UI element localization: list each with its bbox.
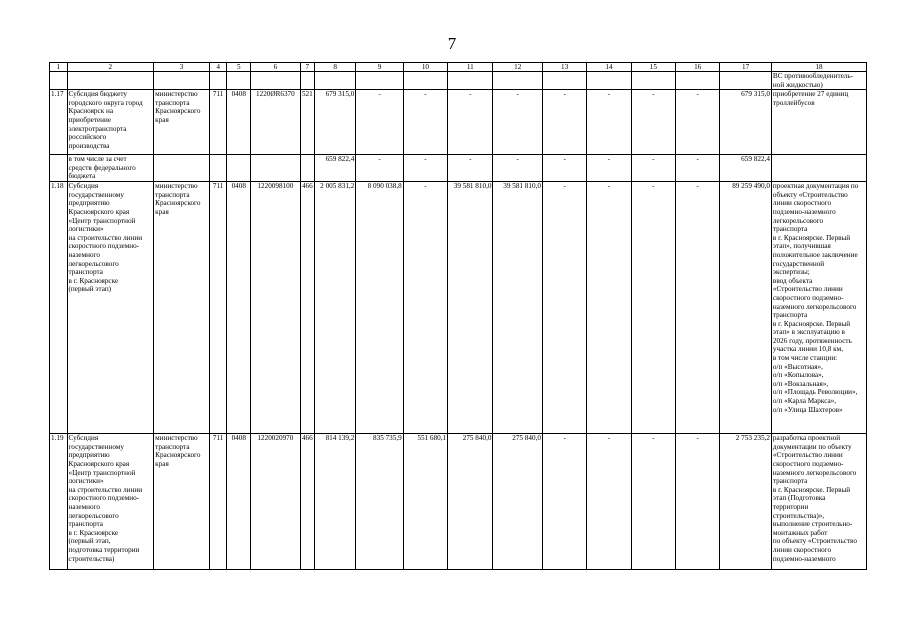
page-number: 7: [447, 34, 457, 53]
amount-cell: -: [587, 155, 631, 182]
amount-cell: -: [631, 182, 675, 434]
amount-cell: -: [356, 90, 403, 155]
amount-cell: -: [631, 434, 675, 570]
grbs-code: 711: [209, 90, 227, 155]
section-code: 0408: [227, 434, 251, 570]
amount-cell: 835 735,9: [356, 434, 403, 570]
result-cell: проектная документация по объекту «Строительство линии скоростного подземно-наземного легкорельсового транспорта в г. Красноярске. Первый этап», получившая положительное заключение государственной экспертизы; ввод объекта «Строительство линии скоростного подземно- наземного легкорельсового транспорта в г. Красноярске. Первый этап» в эксплуатацию в 2026 году, протяженность участка линии 10,8 км, в том числе станции: о/п «Высотная», о/п «Копылова», о/п «Вокзальная», о/п «Площадь Революции», о/п «Карла Маркса», о/п «Улица Шахтеров»: [771, 182, 866, 434]
amount-cell: -: [403, 155, 447, 182]
measure-name: в том числе за счет средств федерального бюджета: [67, 155, 154, 182]
col-header: 14: [587, 63, 631, 72]
col-header: 16: [676, 63, 720, 72]
col-header: 17: [720, 63, 772, 72]
amount-cell: -: [542, 155, 586, 182]
measure-name: Субсидия бюджету городского округа город Красноярск на приобретение электротранспорта российского производства: [67, 90, 154, 155]
amount-cell: 814 139,2: [315, 434, 356, 570]
col-header: 8: [315, 63, 356, 72]
target-code: 1220020970: [251, 434, 301, 570]
col-header: 5: [227, 63, 251, 72]
amount-cell: 8 090 038,8: [356, 182, 403, 434]
expense-type: 466: [300, 434, 314, 570]
amount-cell: -: [587, 182, 631, 434]
row-number: 1.18: [50, 182, 68, 434]
col-header: 18: [771, 63, 866, 72]
target-code: 1220098100: [251, 182, 301, 434]
amount-cell: -: [587, 90, 631, 155]
col-header: 3: [154, 63, 210, 72]
amount-cell: -: [403, 90, 447, 155]
amount-cell: -: [542, 182, 586, 434]
grbs-code: 711: [209, 434, 227, 570]
amount-cell: -: [493, 90, 543, 155]
amount-cell: 2 005 831,2: [315, 182, 356, 434]
col-header: 9: [356, 63, 403, 72]
section-code: 0408: [227, 182, 251, 434]
amount-cell: 275 840,0: [493, 434, 543, 570]
measure-name: Субсидия государственному предприятию Красноярского края «Центр транспортной логистики» на строительство линии скоростного подземно- наземного легкорельсового транспорта в г. Красноярске (первый этап): [67, 182, 154, 434]
col-header: 12: [493, 63, 543, 72]
amount-cell: -: [676, 90, 720, 155]
amount-cell: -: [448, 155, 493, 182]
expense-type: 521: [300, 90, 314, 155]
amount-cell: 39 581 810,0: [493, 182, 543, 434]
total-cell: 2 753 235,2: [720, 434, 772, 570]
amount-cell: -: [631, 90, 675, 155]
target-code: 1220ØR6370: [251, 90, 301, 155]
measure-name: Субсидия государственному предприятию Красноярского края «Центр транспортной логистики» на строительство линии скоростного подземно- наземного легкорельсового транспорта в г. Красноярске (первый этап, подготовка территории строительства): [67, 434, 154, 570]
col-header: 7: [300, 63, 314, 72]
row-number: 1.17: [50, 90, 68, 155]
amount-cell: 679 315,0: [315, 90, 356, 155]
budget-table: [49, 62, 867, 570]
col-header: 1: [50, 63, 68, 72]
table-row: [50, 434, 867, 570]
amount-cell: -: [448, 90, 493, 155]
result-cell: разработка проектной документации по объекту «Строительство линии скоростного подземно- наземного легкорельсового транспорта в г. Красноярске. Первый этап (Подготовка территории строительства)», выполнение строительно- монтажных работ по объекту «Строительство линии скоростного подземно-наземного: [771, 434, 866, 570]
amount-cell: -: [542, 434, 586, 570]
grbs-code: 711: [209, 182, 227, 434]
col-header: 6: [251, 63, 301, 72]
col-header: 4: [209, 63, 227, 72]
result-cell: приобретение 27 единиц троллейбусов: [771, 90, 866, 155]
amount-cell: 659 822,4: [315, 155, 356, 182]
amount-cell: 551 680,1: [403, 434, 447, 570]
table-row: [50, 182, 867, 434]
total-cell: 659 822,4: [720, 155, 772, 182]
amount-cell: -: [403, 182, 447, 434]
amount-cell: 275 840,0: [448, 434, 493, 570]
amount-cell: -: [676, 155, 720, 182]
expense-type: 466: [300, 182, 314, 434]
amount-cell: -: [631, 155, 675, 182]
administrator: министерство транспорта Красноярского края: [154, 90, 210, 155]
amount-cell: -: [676, 182, 720, 434]
amount-cell: -: [356, 155, 403, 182]
table-row-continuation: [50, 72, 867, 90]
amount-cell: -: [542, 90, 586, 155]
col-header: 2: [67, 63, 154, 72]
col-header: 13: [542, 63, 586, 72]
col-header: 15: [631, 63, 675, 72]
administrator: министерство транспорта Красноярского края: [154, 182, 210, 434]
total-cell: 89 259 490,0: [720, 182, 772, 434]
administrator: министерство транспорта Красноярского края: [154, 434, 210, 570]
table-row: [50, 90, 867, 155]
column-number-row: [50, 63, 867, 72]
section-code: 0408: [227, 90, 251, 155]
total-cell: 679 315,0: [720, 90, 772, 155]
col-header: 11: [448, 63, 493, 72]
table-row: [50, 155, 867, 182]
amount-cell: 39 581 810,0: [448, 182, 493, 434]
col-header: 10: [403, 63, 447, 72]
row-number: 1.19: [50, 434, 68, 570]
amount-cell: -: [493, 155, 543, 182]
amount-cell: -: [676, 434, 720, 570]
amount-cell: -: [587, 434, 631, 570]
result-cell: ВС противообледенитель- ной жидкостью): [771, 72, 866, 90]
